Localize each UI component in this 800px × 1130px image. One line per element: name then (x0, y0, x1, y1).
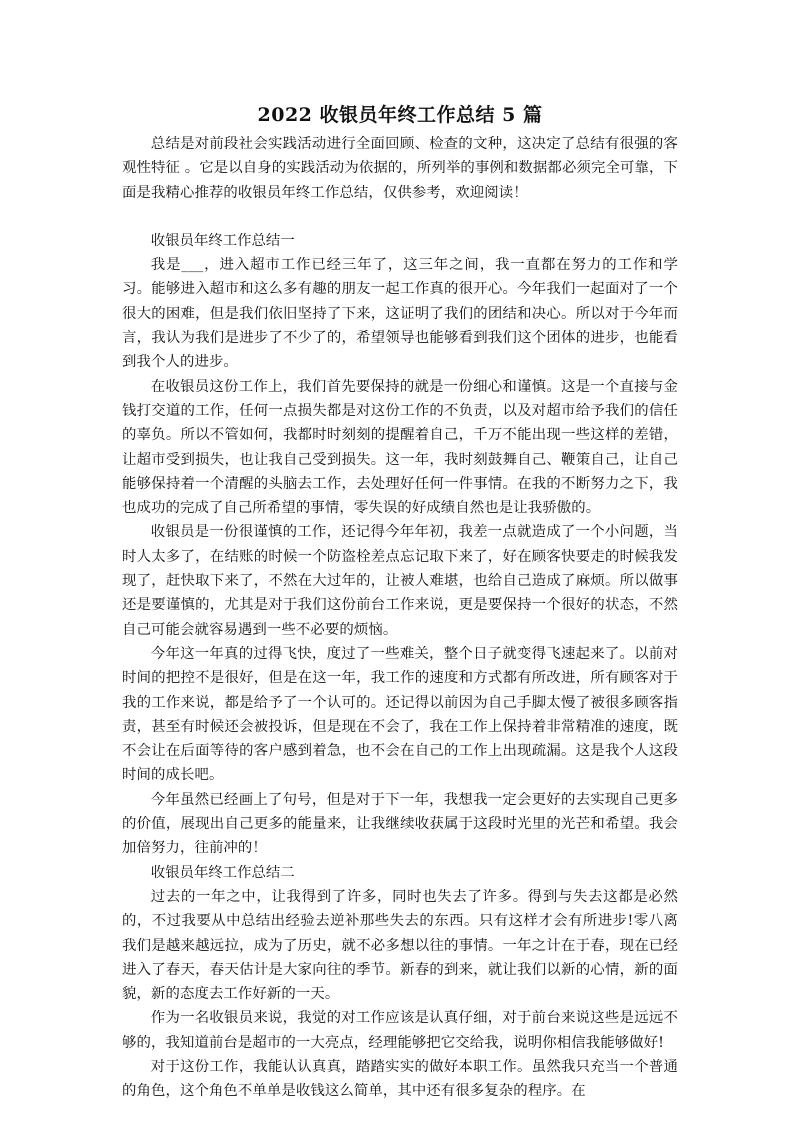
intro-paragraph: 总结是对前段社会实践活动进行全面回顾、检查的文种，这决定了总结有很强的客观性特征 。它是以自身的实践活动为依据的，所列举的事例和数据都必须完全可靠，下面是我精心推荐的收银员年终工作总结，仅供参考，欢迎阅读！ (122, 136, 678, 201)
body-paragraph: 在收银员这份工作上，我们首先要保持的就是一份细心和谨慎。这是一个直接与金钱打交道的工作，任何一点损失都是对这份工作的不负责，以及对超市给予我们的信任的辜负。所以不管如何，我都时时刻刻的提醒着自己，千万不能出现一些这样的差错，让超市受到损失，也让我自己受到损失。这一年，我时刻鼓舞自己、鞭策自己，让自己能够保持着一个清醒的头脑去工作，去处理好任何一件事情。在我的不断努力之下，我也成功的完成了自己所希望的事情，零失误的好成绩自然也是让我骄傲的。 (122, 378, 678, 517)
body-paragraph: 我是___，进入超市工作已经三年了，这三年之间，我一直都在努力的工作和学习。能够进入超市和这么多有趣的朋友一起工作真的很开心。今年我们一起面对了一个很大的困难，但是我们依旧坚持了下来，这证明了我们的团结和决心。所以对于今年而言，我认为我们是进步了不少了的，希望领导也能够看到我们这个团体的进步，也能看到我个人的进步。 (122, 257, 678, 371)
body-paragraph: 今年虽然已经画上了句号，但是对于下一年，我想我一定会更好的去实现自己更多的价值，展现出自己更多的能量来，让我继续收获属于这段时光里的光芒和希望。我会加倍努力，往前冲的！ (122, 791, 678, 857)
section-heading-1: 收银员年终工作总结一 (150, 232, 295, 249)
body-paragraph: 作为一名收银员来说，我觉的对工作应该是认真仔细，对于前台来说这些是远远不够的，我知道前台是超市的一大亮点，经理能够把它交给我，说明你相信我能够做好! (122, 1010, 678, 1051)
body-paragraph: 对于这份工作，我能认认真真，踏踏实实的做好本职工作。虽然我只充当一个普通的角色，这个角色不单单是收钱这么简单，其中还有很多复杂的程序。在 (122, 1058, 678, 1100)
document-title: 2022 收银员年终工作总结 5 篇 (257, 104, 543, 126)
body-paragraph: 过去的一年之中，让我得到了许多，同时也失去了许多。得到与失去这都是必然的，不过我要从中总结出经验去逆补那些失去的东西。只有这样才会有所进步!零八离我们是越来越远拉，成为了历史，就不必多想以往的事情。一年之计在于春，现在已经进入了春天，春天估计是大家向往的季节。新春的到来，就让我们以新的心情，新的面貌，新的态度去工作好新的一天。 (122, 888, 678, 1003)
body-paragraph: 今年这一年真的过得飞快，度过了一些难关，整个日子就变得飞速起来了。以前对时间的把控不是很好，但是在这一年，我工作的速度和方式都有所改进，所有顾客对于我的工作来说，都是给予了一个认可的。还记得以前因为自己手脚太慢了被很多顾客指责，甚至有时候还会被投诉，但是现在不会了，我在工作上保持着非常精准的速度，既不会让在后面等待的客户感到着急，也不会在自己的工作上出现疏漏。这是我个人这段时间的成长吧。 (122, 645, 678, 784)
blank-line (122, 205, 678, 229)
section-heading-2: 收银员年终工作总结二 (150, 864, 295, 881)
body-paragraph: 收银员是一份很谨慎的工作，还记得今年年初，我差一点就造成了一个小问题，当时人太多了，在结账的时候一个防盗栓差点忘记取下来了，好在顾客快要走的时候我发现了，赶快取下来了，不然在大过年的，让被人难堪，也给自己造成了麻烦。所以做事还是要谨慎的，尤其是对于我们这份前台工作来说，更是要保持一个很好的状态，不然自己可能会就容易遇到一些不必要的烦恼。 (122, 524, 678, 638)
document-page (122, 100, 678, 1104)
